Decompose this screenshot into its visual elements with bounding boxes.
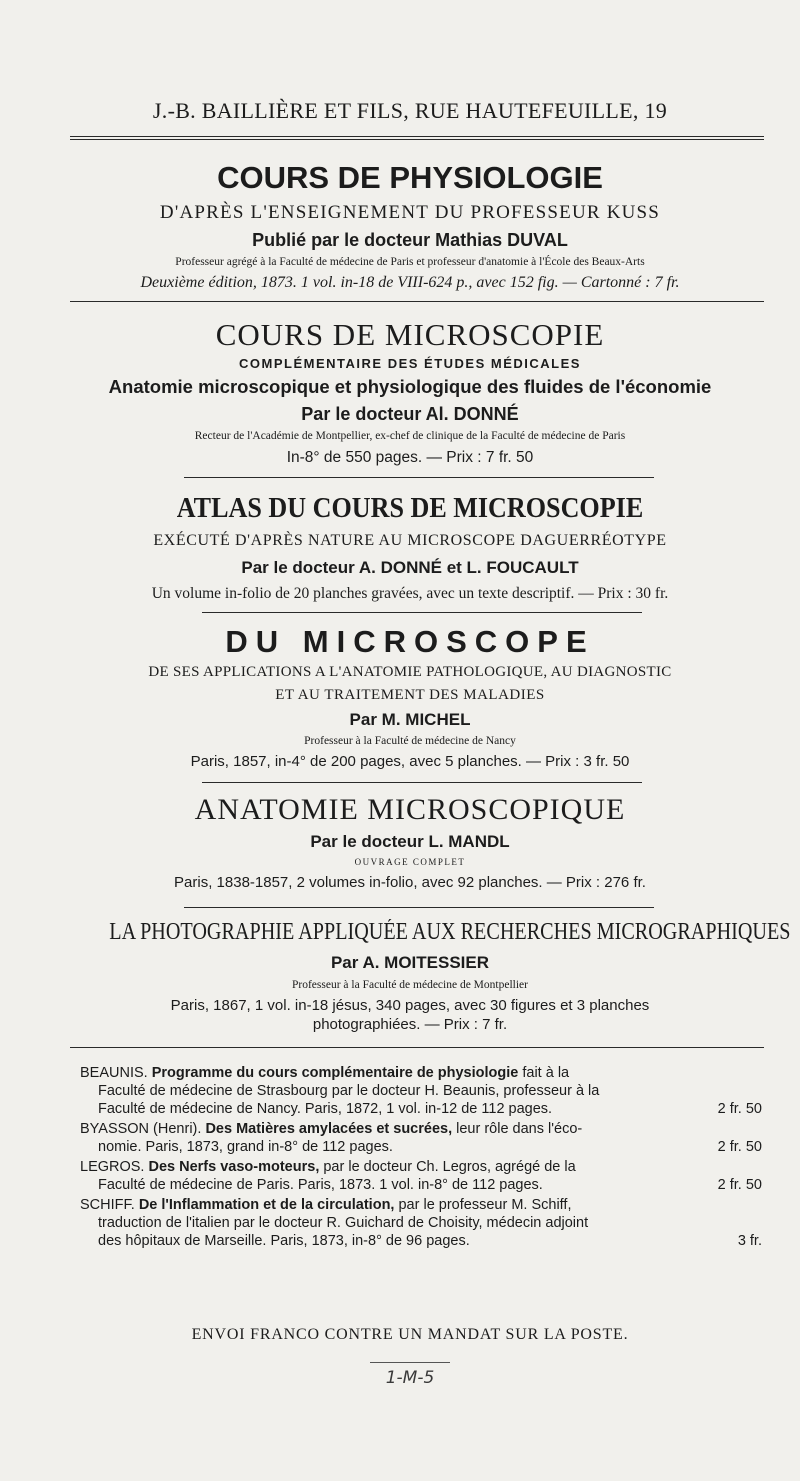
section-rule	[202, 612, 642, 613]
book-credentials: Professeur à la Faculté de médecine de Montpellier	[292, 979, 528, 991]
entry-line	[80, 1176, 762, 1194]
entry-line	[80, 1082, 762, 1100]
list-item	[80, 1158, 762, 1194]
entry-text: Faculté de médecine de Paris. Paris, 1873. 1 vol. in-8° de 112 pages.	[98, 1177, 543, 1193]
section-rule	[70, 301, 764, 302]
header-rule	[70, 136, 764, 140]
entries-list	[80, 1064, 762, 1252]
book-credentials: Professeur à la Faculté de médecine de Nancy	[304, 735, 516, 747]
list-item	[80, 1064, 762, 1118]
book-credentials: Recteur de l'Académie de Montpellier, ex-chef de clinique de la Faculté de médecine de Paris	[194, 430, 626, 442]
entry-text: nomie. Paris, 1873, grand in-8° de 112 pages.	[98, 1139, 393, 1155]
entry-text: Faculté de médecine de Strasbourg par le docteur H. Beaunis, professeur à la	[98, 1083, 600, 1099]
entry-text: fait à la	[518, 1065, 570, 1081]
book-details: In-8° de 550 pages. — Prix : 7 fr. 50	[286, 449, 534, 466]
entry-text: par le docteur Ch. Legros, agrégé de la	[319, 1159, 576, 1175]
entry-title: Programme du cours complémentaire de physiologie	[151, 1065, 519, 1081]
section-rule	[184, 907, 654, 908]
book-title: LA PHOTOGRAPHIE APPLIQUÉE AUX RECHERCHES MICROGRAPHIQUES	[109, 919, 791, 945]
entry-price: 3 fr.	[737, 1233, 762, 1249]
publisher-header: J.-B. BAILLIÈRE ET FILS, RUE HAUTEFEUILLE, 19	[152, 98, 668, 123]
book-title: ATLAS DU COURS DE MICROSCOPIE	[176, 492, 644, 524]
book-author: Par le docteur Al. DONNÉ	[301, 404, 519, 424]
list-item	[80, 1120, 762, 1156]
book-credentials: Professeur agrégé à la Faculté de médecine de Paris et professeur d'anatomie à l'École des Beaux-Arts	[175, 256, 645, 268]
entry-text: Faculté de médecine de Nancy. Paris, 1872, 1 vol. in-12 de 112 pages.	[98, 1101, 553, 1117]
section-rule	[184, 477, 654, 478]
book-details: Paris, 1857, in-4° de 200 pages, avec 5 planches. — Prix : 3 fr. 50	[190, 753, 630, 770]
entry-price: 2 fr. 50	[717, 1101, 762, 1117]
entry-line	[80, 1196, 762, 1214]
entry-line	[80, 1214, 762, 1232]
book-title: COURS DE PHYSIOLOGIE	[217, 160, 603, 195]
book-subtitle: D'APRÈS L'ENSEIGNEMENT DU PROFESSEUR KUSS	[159, 202, 661, 223]
handwritten-annotation: 1-M-5	[385, 1368, 435, 1388]
entry-author: BEAUNIS.	[80, 1065, 148, 1081]
book-note: OUVRAGE COMPLET	[354, 857, 466, 867]
entry-line	[80, 1064, 762, 1082]
entry-line	[80, 1120, 762, 1138]
entry-line	[80, 1158, 762, 1176]
book-subtitle-2: Anatomie microscopique et physiologique des fluides de l'économie	[108, 376, 712, 397]
entry-line	[80, 1100, 762, 1118]
book-author: Publié par le docteur Mathias DUVAL	[252, 230, 568, 250]
entry-title: Des Matières amylacées et sucrées,	[205, 1121, 453, 1137]
book-title: ANATOMIE MICROSCOPIQUE	[194, 793, 626, 826]
entry-line	[80, 1232, 762, 1250]
book-author: Par M. MICHEL	[349, 710, 471, 729]
book-title: COURS DE MICROSCOPIE	[215, 317, 605, 352]
entry-title: De l'Inflammation et de la circulation,	[138, 1197, 395, 1213]
section-rule	[70, 1047, 764, 1048]
shipping-notice: ENVOI FRANCO CONTRE UN MANDAT SUR LA POSTE.	[191, 1326, 629, 1343]
list-item	[80, 1196, 762, 1250]
book-subtitle-2: ET AU TRAITEMENT DES MALADIES	[275, 687, 545, 703]
entry-author: LEGROS.	[80, 1159, 145, 1175]
book-author: Par A. MOITESSIER	[330, 953, 490, 972]
book-details: Un volume in-folio de 20 planches gravées, avec un texte descriptif. — Prix : 30 fr.	[151, 585, 669, 602]
book-author: Par le docteur A. DONNÉ et L. FOUCAULT	[241, 558, 579, 577]
book-details-line2: photographiées. — Prix : 7 fr.	[312, 1016, 508, 1033]
entry-text: traduction de l'italien par le docteur R. Guichard de Choisity, médecin adjoint	[98, 1215, 589, 1231]
entry-price: 2 fr. 50	[717, 1177, 762, 1193]
handwritten-underline	[370, 1362, 450, 1363]
entry-line	[80, 1138, 762, 1156]
entry-author: SCHIFF.	[80, 1197, 135, 1213]
section-rule	[202, 782, 642, 783]
entry-text: par le professeur M. Schiff,	[394, 1197, 572, 1213]
book-author: Par le docteur L. MANDL	[310, 832, 510, 851]
entry-title: Des Nerfs vaso-moteurs,	[148, 1159, 320, 1175]
entry-author: BYASSON (Henri).	[80, 1121, 202, 1137]
book-details: Deuxième édition, 1873. 1 vol. in-18 de VIII-624 p., avec 152 fig. — Cartonné : 7 fr.	[140, 274, 680, 291]
entry-price: 2 fr. 50	[717, 1139, 762, 1155]
book-details-line1: Paris, 1867, 1 vol. in-18 jésus, 340 pages, avec 30 figures et 3 planches	[170, 997, 650, 1014]
book-title: DU MICROSCOPE	[225, 624, 595, 659]
book-subtitle: DE SES APPLICATIONS A L'ANATOMIE PATHOLOGIQUE, AU DIAGNOSTIC	[148, 664, 672, 680]
entry-text: leur rôle dans l'éco-	[452, 1121, 583, 1137]
book-subtitle: EXÉCUTÉ D'APRÈS NATURE AU MICROSCOPE DAGUERRÉOTYPE	[153, 532, 667, 549]
entry-text: des hôpitaux de Marseille. Paris, 1873, in-8° de 96 pages.	[98, 1233, 470, 1249]
book-details: Paris, 1838-1857, 2 volumes in-folio, avec 92 planches. — Prix : 276 fr.	[174, 874, 646, 891]
book-subtitle: COMPLÉMENTAIRE DES ÉTUDES MÉDICALES	[239, 356, 581, 371]
